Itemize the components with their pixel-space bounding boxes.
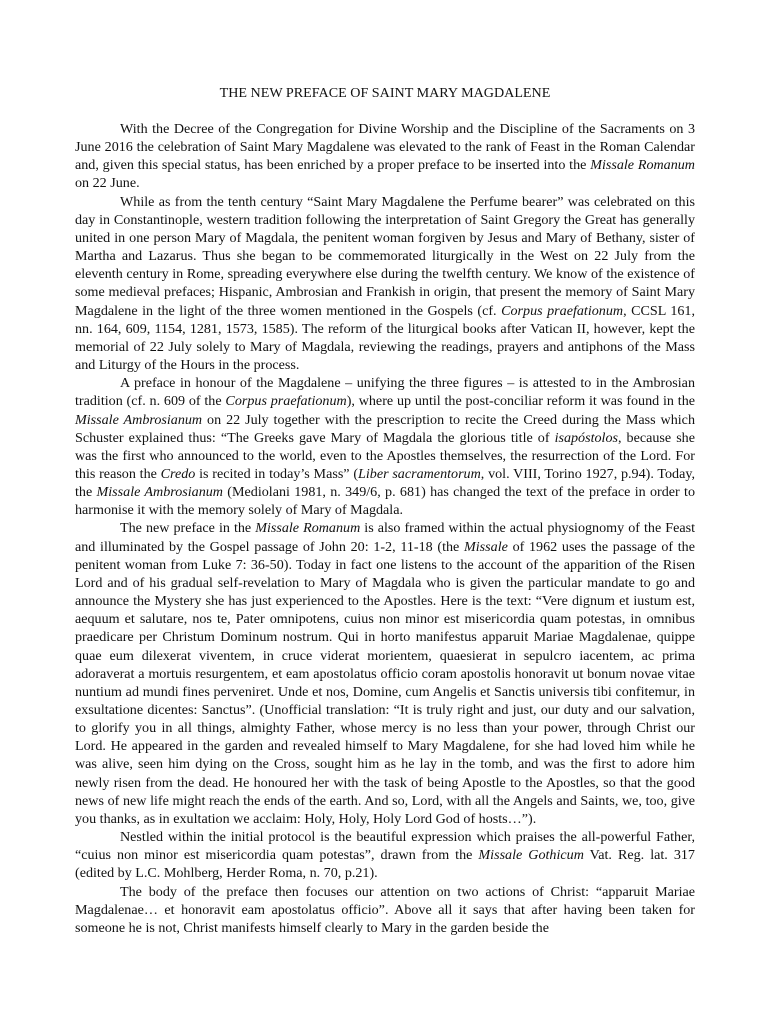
italic-text: Missale Ambrosianum xyxy=(75,411,203,428)
document-body xyxy=(75,120,695,937)
italic-text: Missale xyxy=(464,538,508,555)
paragraph xyxy=(75,883,695,937)
italic-text: Liber sacramentorum xyxy=(358,465,481,482)
text-run: A preface in honour of the Magdalene – unifying the three figures – is attested to in the Ambrosian tradition (cf. n. 609 of the xyxy=(75,375,695,410)
document-page xyxy=(75,84,695,937)
italic-text: Missale Romanum xyxy=(590,157,695,174)
italic-text: Credo xyxy=(160,465,196,482)
text-run: Vat. Reg. lat. 317 (edited by L.C. Mohlberg, Herder Roma, n. 70, p.21). xyxy=(75,847,695,882)
paragraph xyxy=(75,828,695,882)
text-run: The body of the preface then focuses our attention on two actions of Christ: “apparuit Mariae Magdalenae… et honoravit eam apostolatus officio”. Above all it says that after having been taken for someone he is not, Christ manifests himself clearly to Mary in the garden beside the xyxy=(75,883,695,936)
text-run: (Mediolani 1981, n. 349/6, p. 681) has changed the text of the preface in order to harmonise it with the memory solely of Mary of Magdala. xyxy=(75,484,695,519)
italic-text: Corpus praefationum xyxy=(225,393,347,410)
text-run: is recited in today’s Mass” ( xyxy=(195,465,359,482)
paragraph xyxy=(75,519,695,828)
text-run: ), where up until the post-conciliar reform it was found in the xyxy=(346,393,695,410)
text-run: , CCSL 161, nn. 164, 609, 1154, 1281, 1573, 1585). The reform of the liturgical books after Vatican II, however, kept the memorial of 22 July solely to Mary of Magdala, reviewing the readings, prayers and antiphons of the Mass and Liturgy of the Hours in the process. xyxy=(75,302,695,374)
document-title: THE NEW PREFACE OF SAINT MARY MAGDALENE xyxy=(219,85,551,101)
italic-text: Missale Romanum xyxy=(255,520,361,537)
paragraph xyxy=(75,374,695,519)
italic-text: Missale Ambrosianum xyxy=(96,484,223,501)
text-run: With the Decree of the Congregation for Divine Worship and the Discipline of the Sacraments on 3 June 2016 the celebration of Saint Mary Magdalene was elevated to the rank of Feast in the Roman Calendar and, given this special status, has been enriched by a proper preface to be inserted into the xyxy=(75,121,695,174)
text-run: on 22 June. xyxy=(75,175,140,192)
text-run: The new preface in the xyxy=(120,520,256,537)
italic-text: Missale Gothicum xyxy=(478,847,584,864)
paragraph xyxy=(75,193,695,375)
text-run: on 22 July together with the prescription to recite the Creed during the Mass which Schuster explained thus: “The Greeks gave Mary of Magdala the glorious title of xyxy=(75,411,695,446)
text-run: , because she was the first who announced to the world, even to the Apostles themselves, the resurrection of the Lord. For this reason the xyxy=(75,429,695,482)
text-run: While as from the tenth century “Saint Mary Magdalene the Perfume bearer” was celebrated on this day in Constantinople, western tradition following the interpretation of Saint Gregory the Great has generally united in one person Mary of Magdala, the penitent woman forgiven by Jesus and Mary of Bethany, sister of Martha and Lazarus. Thus she began to be commemorated liturgically in the West on 22 July from the eleventh century in Rome, spreading everywhere else during the twelfth century. We know of the existence of some medieval prefaces; Hispanic, Ambrosian and Frankish in origin, that present the memory of Saint Mary Magdalene in the light of the three women mentioned in the Gospels (cf. xyxy=(75,193,695,319)
text-run: Nestled within the initial protocol is the beautiful expression which praises the all-powerful Father, “cuius non minor est misericordia quam potestas”, drawn from the xyxy=(75,829,695,864)
text-run: , vol. VIII, Torino 1927, p.94). Today, the xyxy=(75,465,695,501)
paragraph xyxy=(75,120,695,193)
italic-text: Corpus praefationum xyxy=(501,302,624,319)
text-run: is also framed within the actual physiognomy of the Feast and illuminated by the Gospel passage of John 20: 1-2, 11-18 (the xyxy=(75,520,695,555)
text-run: of 1962 uses the passage of the penitent woman from Luke 7: 36-50). Today in fact one listens to the account of the apparition of the Risen Lord and of his gradual self-revelation to Mary of Magdala who is given the particular mandate to go and announce the Mystery she has just experienced to the Apostles. Here is the text: “Vere dignum et iustum est, aequum et salutare, nos te, Pater omnipotens, cuius non minor est misericordia quam potestas, in omnibus praedicare per Christum Dominum nostrum. Qui in horto manifestus apparuit Mariae Magdalenae, quippe quae eum dilexerat viventem, in cruce viderat morientem, quaesierat in sepulcro iacentem, ac prima adoraverat a mortuis resurgentem, et eam apostolatus officio coram apostolis honoravit ut bonum novae vitae nuntium ad mundi fines perveniret. Unde et nos, Domine, cum Angelis et Sanctis universis tibi confitemur, in exsultatione dicentes: Sanctus”. (Unofficial translation: “It is truly right and just, our duty and our salvation, to glorify you in all things, almighty Father, whose mercy is no less than your power, through Christ our Lord. He appeared in the garden and revealed himself to Mary Magdalene, for she had loved him while he was alive, seen him dying on the Cross, sought him as he lay in the tomb, and was the first to adore him newly risen from the dead. He honoured her with the task of being Apostle to the Apostles, so that the good news of new life might reach the ends of the earth. And so, Lord, with all the Angels and Saints, we, too, give you thanks, as in exultation we acclaim: Holy, Holy, Holy Lord God of hosts…”). xyxy=(75,538,695,827)
italic-text: isapóstolos xyxy=(554,429,618,446)
